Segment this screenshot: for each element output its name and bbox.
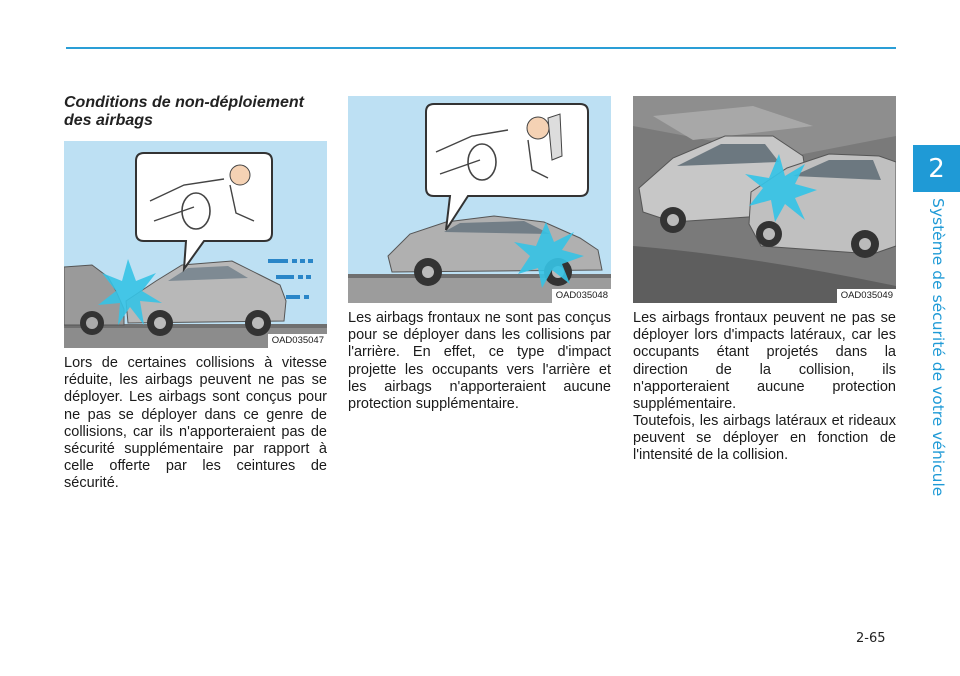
figure-code: OAD035049 xyxy=(837,289,896,303)
paragraph-rear-impact: Les airbags frontaux ne sont pas conçus pour se déployer dans les collisions par l'arrière. En effet, ce type d'impact projette les occupants vers l'arrière et les airbags n'apporteraient aucune protection supplémentaire. xyxy=(348,310,611,413)
figure-code: OAD035047 xyxy=(268,334,327,348)
paragraph-side-impact: Les airbags frontaux peuvent ne pas se déployer lors d'impacts latéraux, car les occupants étant projetés dans la direction de la collision, ils n'apporteraient aucune protection supplémentaire. xyxy=(633,310,896,413)
chapter-number: 2 xyxy=(928,153,945,184)
figure-code: OAD035048 xyxy=(552,289,611,303)
figure-side-collision xyxy=(633,96,896,303)
chapter-title: Système de sécurité de votre véhicule xyxy=(929,198,947,497)
paragraph-side-airbags: Toutefois, les airbags latéraux et rideaux peuvent se déployer en fonction de l'intensité de la collision. xyxy=(633,413,896,464)
chapter-tab[interactable] xyxy=(913,145,960,192)
section-title: Conditions de non-déploiement des airbags xyxy=(64,94,304,129)
low-speed-collision-illustration xyxy=(64,141,327,348)
side-collision-illustration xyxy=(633,96,896,303)
page-number: 2-65 xyxy=(856,631,886,646)
figure-rear-collision xyxy=(348,96,611,303)
paragraph-low-speed: Lors de certaines collisions à vitesse réduite, les airbags peuvent ne pas se déployer. Les airbags sont conçus pour ne pas se déployer dans ce genre de collisions, car ils n'apporteraient pas de sécurité supplémentaire par rapport à celle offerte par les ceintures de sécurité. xyxy=(64,355,327,492)
header-rule xyxy=(66,47,896,49)
figure-low-speed-collision xyxy=(64,141,327,348)
rear-collision-illustration xyxy=(348,96,611,303)
